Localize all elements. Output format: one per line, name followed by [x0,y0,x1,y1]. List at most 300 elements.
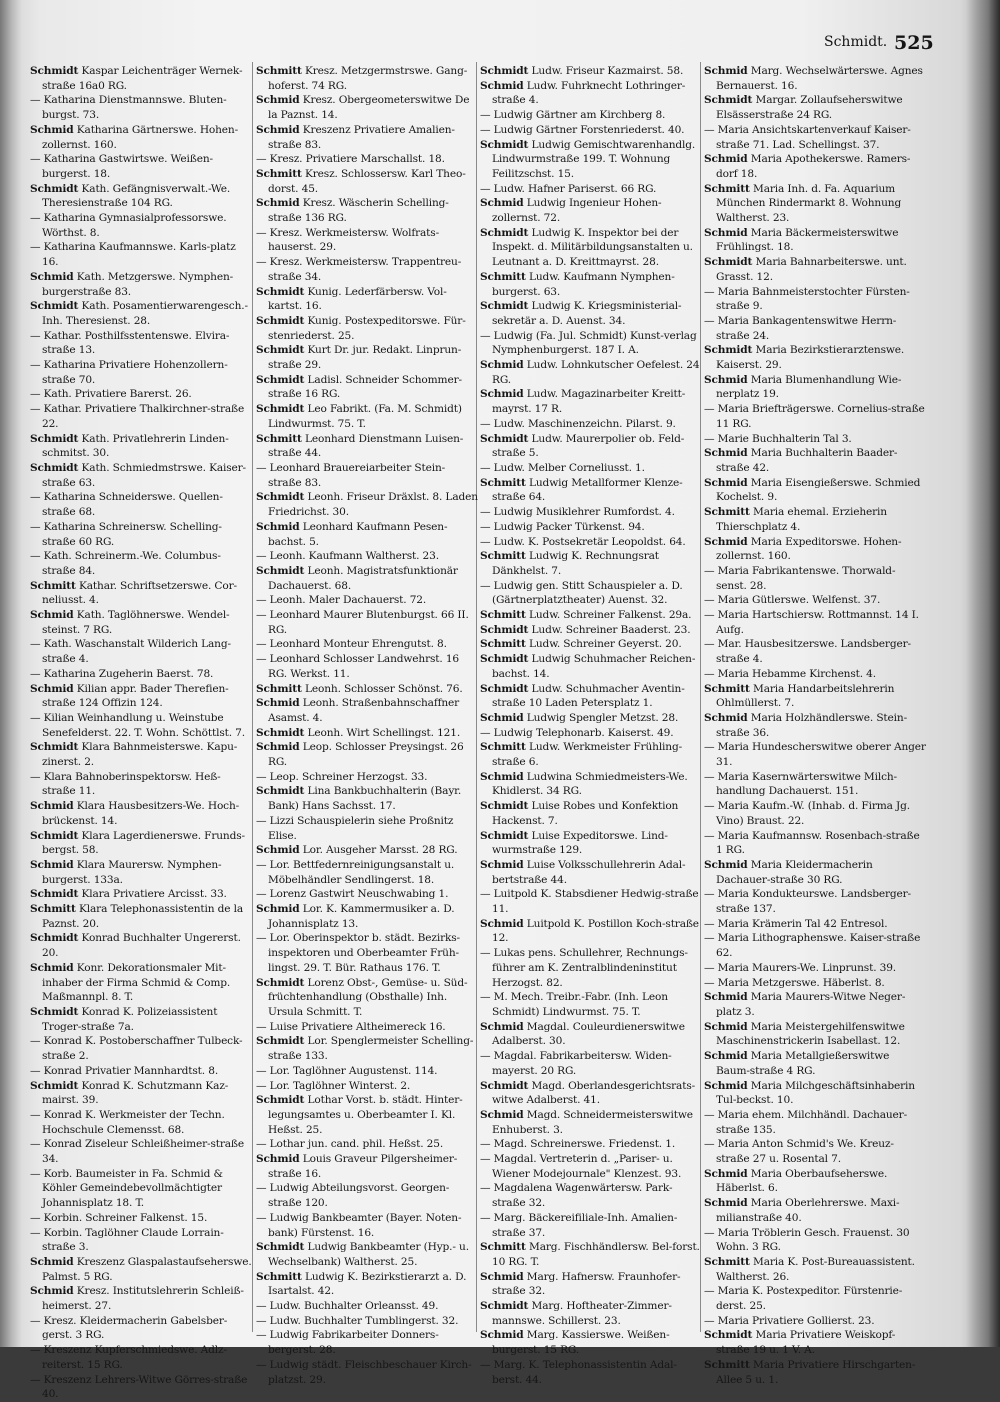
directory-entry [704,637,926,666]
directory-entry [480,799,702,828]
directory-entry [256,843,478,858]
entry-surname: Schmid [480,1270,524,1283]
directory-entry [704,990,926,1019]
entry-text: — Leop. Schreiner Herzogst. 33. [256,770,428,783]
directory-entry [704,1137,926,1166]
directory-entry [704,1284,926,1313]
column-3 [480,64,702,1386]
directory-entry [704,829,926,858]
entry-text: Maria Inh. d. Fa. Aquarium München Rindermarkt 8. Wohnung Waltherst. 23. [716,182,902,225]
directory-entry [480,79,702,108]
entry-text: Kilian appr. Bader Therefien-straße 124 Offizin 124. [42,682,229,710]
entry-text: — Ludwig Packer Türkenst. 94. [480,520,645,533]
directory-entry [256,1079,478,1094]
entry-surname: Schmidt [704,1329,753,1342]
directory-entry [256,593,478,608]
running-head [806,32,966,56]
entry-text: Margar. Zollaufseherswitwe Elsässerstraße 24 RG. [716,94,903,122]
entry-text: — Katharina Zugeherin Baerst. 78. [30,667,214,680]
entry-surname: Schmid [704,373,748,386]
directory-entry [480,123,702,138]
entry-text: Ludw. Schreiner Falkenst. 29a. [525,609,692,622]
entry-text: Luise Volksschullehrerin Adal-bertstraße 44. [492,858,686,886]
directory-entry [704,64,926,93]
entry-text: Maria ehemal. Erzieherin Thierschplatz 4. [716,506,887,533]
directory-entry [30,329,252,358]
directory-entry [704,476,926,505]
entry-surname: Schmid [256,741,300,754]
entry-text: — Maria Anton Schmid's We. Kreuz-straße 27 u. Rosental 7. [704,1138,894,1166]
directory-entry [30,182,252,211]
entry-text: — Korb. Baumeister in Fa. Schmid & Köhler Gemeindebevollmächtigter Johannisplatz 18. T. [30,1167,223,1210]
entry-text: Maria Buchhalterin Baader-straße 42. [716,447,898,474]
directory-entry [480,1270,702,1299]
directory-entry [30,711,252,740]
directory-entry [30,858,252,887]
entry-text: Ludwig Spengler Metzst. 28. [523,711,679,724]
entry-text: Maria Privatiere Hirschgarten-Allee 5 u. 1. [716,1358,916,1386]
entry-surname: Schmid [256,197,300,210]
directory-entry [480,1108,702,1137]
entry-surname: Schmid [256,1153,300,1166]
entry-text: — Lizzi Schauspielerin siehe Proßnitz Elise. [256,814,454,842]
directory-entry [30,490,252,519]
directory-entry [30,579,252,608]
entry-text: Maria Meistergehilfenswitwe Maschinenstrickerin Isabellast. 12. [716,1020,905,1048]
entry-text: — Leonh. Maler Dachauerst. 72. [256,594,427,607]
directory-entry [30,64,252,93]
entry-text: — Kath. Privatiere Barerst. 26. [30,388,192,401]
directory-entry [480,887,702,916]
entry-surname: Schmid [704,65,748,77]
entry-surname: Schmitt [704,506,750,519]
entry-text: — Maria Bankagentenswitwe Herrn-straße 24. [704,314,897,342]
entry-text: — Marg. K. Telephonassistentin Adal-berst. 44. [480,1358,677,1386]
entry-text: Marg. Wechselwärterswe. Agnes Bernauerst. 16. [716,65,923,92]
entry-text: Konr. Dekorationsmaler Mit-inhaber der Firma Schmid & Comp. Maßmannpl. 8. T. [42,961,231,1004]
directory-entry [30,1226,252,1255]
directory-entry [256,1181,478,1210]
directory-entry [256,373,478,402]
directory-entry [30,520,252,549]
entry-surname: Schmid [256,903,300,916]
directory-entry [256,1064,478,1079]
entry-text: — Ludwig Bankbeamter (Bayer. Noten-bank) Fürstenst. 16. [256,1211,462,1239]
directory-entry [480,329,702,358]
directory-entry [256,1211,478,1240]
directory-entry [256,652,478,681]
directory-entry [704,1226,926,1255]
directory-entry [256,167,478,196]
directory-entry [480,1152,702,1181]
entry-surname: Schmitt [480,476,526,489]
entry-surname: Schmitt [704,1255,750,1268]
entry-text: — Ludwig Musiklehrer Rumfordst. 4. [480,506,675,519]
directory-entry [30,902,252,931]
directory-entry [704,1255,926,1284]
entry-surname: Schmitt [480,270,526,283]
directory-entry [30,1108,252,1137]
directory-entry [704,667,926,682]
entry-surname: Schmid [480,711,524,724]
entry-text: Leonh. Schlosser Schönst. 76. [301,682,463,695]
entry-text: Klara Telephonassistentin de la Paznst. 20. [42,903,244,930]
directory-entry [30,682,252,711]
directory-entry [480,226,702,270]
directory-entry [30,240,252,269]
entry-surname: Schmidt [256,564,305,577]
entry-text: — Konrad K. Postoberschaffner Tulbeck-straße 2. [30,1035,243,1063]
entry-surname: Schmidt [256,976,305,989]
entry-surname: Schmitt [480,609,526,622]
directory-entry [256,976,478,1020]
directory-entry [704,608,926,637]
entry-text: Kresz. Wäscherin Schelling-straße 136 RG. [268,197,449,225]
entry-text: — Leonhard Brauereiarbeiter Stein-straße 83. [256,461,446,489]
entry-text: Maria Handarbeitslehrerin Ohlmüllerst. 7. [716,682,895,710]
entry-text: — Ludwig gen. Stitt Schauspieler a. D. (Gärtnerplatztheater) Auenst. 32. [480,579,683,607]
entry-text: — Luitpold K. Stabsdiener Hedwig-straße 11. [480,888,699,916]
entry-surname: Schmidt [256,726,305,739]
entry-text: Maria Bezirkstierarztenswe. Kaiserst. 29. [716,344,905,372]
directory-entry [704,1049,926,1078]
directory-entry [256,682,478,697]
entry-text: Klara Lagerdienerswe. Frunds-bergst. 58. [42,829,245,857]
directory-entry [704,226,926,255]
directory-entry [480,579,702,608]
entry-text: — Magdal. Vertreterin d. „Pariser- u. Wiener Modejournale" Klenzest. 93. [480,1153,682,1180]
entry-surname: Schmidt [256,373,305,386]
entry-text: — Lor. Oberinspektor b. städt. Bezirks-inspektoren und Oberbeamter Früh-lingst. 29. T. Bür. Rathaus 176. T. [256,932,460,974]
entry-text: Lina Bankbuchhalterin (Bayr. Bank) Hans Sachsst. 17. [268,785,462,813]
entry-surname: Schmidt [480,829,529,842]
directory-entry [30,1005,252,1034]
entry-text: Luitpold K. Postillon Koch-straße 12. [492,917,699,945]
directory-entry [704,1196,926,1225]
directory-entry [30,1314,252,1343]
entry-text: — Leonhard Maurer Blutenburgst. 66 II. RG. [256,609,469,636]
directory-entry [256,564,478,593]
directory-entry [256,1137,478,1152]
directory-entry [704,770,926,799]
directory-entry [30,123,252,152]
entry-text: Maria Oberlehrerswe. Maxi-milianstraße 40. [716,1197,900,1224]
directory-entry [30,93,252,122]
entry-text: Maria Privatiere Weiskopf-straße 19 u. 1 V. A. [716,1329,896,1357]
directory-entry [480,108,702,123]
directory-entry [30,402,252,431]
entry-text: — Marg. Bäckereifiliale-Inh. Amalien-straße 37. [480,1211,678,1239]
entry-text: — Konrad Privatier Mannhardtst. 8. [30,1064,219,1077]
directory-entry [704,917,926,932]
directory-entry [30,931,252,960]
entry-surname: Schmitt [480,1241,526,1254]
directory-entry [704,931,926,960]
entry-text: — Leonh. Kaufmann Waltherst. 23. [256,550,439,563]
entry-surname: Schmid [704,476,748,489]
directory-entry [480,1181,702,1210]
entry-surname: Schmitt [256,1270,302,1283]
entry-surname: Schmid [30,858,74,871]
entry-text: — Maria Briefträgerswe. Cornelius-straße 11 RG. [704,403,925,430]
directory-entry [480,637,702,652]
entry-text: Maria Apothekerswe. Ramers-dorf 18. [716,153,911,180]
directory-entry [30,608,252,637]
directory-entry [30,1373,252,1402]
directory-entry [30,1284,252,1313]
directory-entry [704,976,926,991]
directory-entry [480,623,702,638]
entry-text: — Korbin. Taglöhner Claude Lorrain-straße 3. [30,1226,224,1254]
directory-entry [704,314,926,343]
entry-surname: Schmidt [30,1006,79,1018]
entry-text: Klara Bahnmeisterswe. Kapu-zinerst. 2. [42,741,238,769]
directory-entry [30,432,252,461]
entry-text: — Katharina Privatiere Hohenzollern-straße 70. [30,359,228,386]
directory-entry [30,549,252,578]
entry-text: Kathar. Schriftsetzerswe. Cor-neliusst. 4. [42,579,237,607]
directory-entry [256,123,478,152]
directory-entry [256,902,478,931]
directory-entry [480,520,702,535]
column-4 [704,64,926,1386]
entry-surname: Schmitt [256,65,302,77]
entry-text: Kresz. Metzgermstrswe. Gang-hoferst. 74 RG. [268,65,468,92]
entry-surname: Schmidt [30,182,79,195]
directory-entry [256,1093,478,1137]
entry-surname: Schmidt [30,932,79,945]
entry-text: Leonh. Friseur Dräxlst. 8. Laden Friedrichst. 30. [268,491,478,519]
directory-entry [256,314,478,343]
entry-surname: Schmidt [480,1300,529,1313]
entry-text: — Ludw. Melber Corneliusst. 1. [480,461,645,474]
page-number: 525 [894,32,934,54]
entry-text: — Ludw. K. Postsekretär Leopoldst. 64. [480,535,686,548]
entry-text: Ludw. Schreiner Geyerst. 20. [525,638,682,651]
directory-entry [704,961,926,976]
entry-surname: Schmid [30,1285,74,1298]
directory-entry [480,138,702,182]
entry-text: Ludwig Ingenieur Hohen-zollernst. 72. [492,197,662,225]
entry-text: Konrad K. Schutzmann Kaz-mairst. 39. [42,1079,229,1107]
directory-entry [480,1211,702,1240]
entry-text: Marg. Kassierswe. Weißen-burgerst. 15 RG. [492,1329,670,1357]
directory-entry [480,270,702,299]
directory-entry [480,711,702,726]
directory-entry [480,652,702,681]
directory-entry [256,608,478,637]
entry-text: Kath. Schmiedmstrswe. Kaiser-straße 63. [42,461,246,489]
column-divider [252,62,253,1332]
directory-entry [704,1079,926,1108]
directory-entry [30,1211,252,1226]
directory-entry [256,226,478,255]
entry-surname: Schmid [256,520,300,533]
entry-text: Kreszenz Privatiere Amalien-straße 83. [268,123,455,151]
entry-text: — Kreszenz Lehrers-Witwe Görres-straße 40. [30,1373,248,1401]
entry-text: Ludwig Schuhmacher Reichen-bachst. 14. [492,653,696,680]
directory-entry [480,299,702,328]
directory-entry [480,417,702,432]
entry-surname: Schmid [30,1255,74,1268]
entry-text: — Luise Privatiere Altheimereck 16. [256,1020,446,1033]
entry-surname: Schmid [704,1167,748,1180]
entry-text: — Maria Maurers-We. Linprunst. 39. [704,961,897,974]
entry-text: Ludw. Schreiner Baaderst. 23. [528,623,691,636]
entry-text: Ludwig Bankbeamter (Hyp.- u. Wechselbank) Waltherst. 25. [268,1241,469,1268]
directory-entry [480,829,702,858]
directory-entry [480,196,702,225]
entry-surname: Schmidt [30,829,79,842]
entry-text: — Maria Bahnmeisterstochter Fürsten-straße 9. [704,285,910,313]
entry-text: Maria Milchgeschäftsinhaberin Tul-beckst. 10. [716,1079,915,1107]
entry-text: — Maria Kondukteurswe. Landsberger-straße 137. [704,888,911,916]
entry-surname: Schmidt [30,741,79,754]
entry-text: — Maria Fabrikantenswe. Thorwald-senst. 28. [704,564,896,592]
entry-text: Maria Metallgießerswitwe Baum-straße 4 RG. [716,1050,890,1077]
entry-text: — Katharina Dienstmannswe. Bluten-burgst. 73. [30,94,227,122]
directory-entry [30,637,252,666]
entry-surname: Schmidt [480,226,529,239]
entry-text: — Korbin. Schreiner Falkenst. 15. [30,1211,208,1224]
entry-text: Lothar Vorst. b. städt. Hinter-legungsamtes u. Oberbeamter I. Kl. Heßst. 25. [268,1094,463,1136]
directory-entry [30,1137,252,1166]
entry-surname: Schmidt [480,623,529,636]
directory-entry [480,1137,702,1152]
entry-text: — Kath. Schreinerm.-We. Columbus-straße 84. [30,550,221,577]
directory-entry [30,211,252,240]
directory-entry [480,64,702,79]
entry-surname: Schmid [704,447,748,460]
column-1 [30,64,252,1401]
directory-entry [256,1314,478,1329]
entry-surname: Schmid [704,1079,748,1092]
entry-surname: Schmid [704,991,748,1004]
entry-surname: Schmidt [704,256,753,269]
entry-text: — Ludw. Hafner Pariserst. 66 RG. [480,182,657,195]
entry-text: — Ludw. Buchhalter Tumblingerst. 32. [256,1314,459,1327]
entry-text: Kresz. Institutslehrerin Schleiß-heimerst. 27. [42,1285,244,1313]
entry-text: Maria Kleidermacherin Dachauer-straße 30 RG. [716,858,873,886]
directory-entry [256,432,478,461]
entry-text: — Maria Ansichtskartenverkauf Kaiser-straße 71. Lad. Schellingst. 37. [704,123,911,151]
entry-text: — Maria Hartschiersw. Rottmannst. 14 I. Aufg. [704,609,919,636]
entry-text: — Lor. Bettfedernreinigungsanstalt u. Möbelhändler Sendlingerst. 18. [256,858,455,886]
entry-surname: Schmid [480,359,524,372]
directory-entry [704,858,926,887]
directory-entry [30,358,252,387]
entry-text: — Maria K. Postexpeditor. Fürstenrie-derst. 25. [704,1285,903,1313]
directory-entry [704,255,926,284]
entry-surname: Schmid [704,1050,748,1063]
entry-text: — Maria Gütlerswe. Welfenst. 37. [704,594,881,607]
entry-text: Kresz. Obergeometerswitwe De la Paznst. 14. [268,94,470,122]
entry-text: Ludw. Kaufmann Nymphen-burgerst. 63. [492,270,675,298]
directory-entry [480,1328,702,1357]
entry-text: — Kathar. Privatiere Thalkirchner-straße 22. [30,403,245,430]
entry-text: Lor. Spenglermeister Schelling-straße 133. [268,1035,474,1063]
entry-surname: Schmid [704,858,748,871]
entry-text: Katharina Gärtnerswe. Hohen-zollernst. 160. [42,123,239,151]
entry-surname: Schmid [480,388,524,401]
entry-text: — Mar. Hausbesitzerswe. Landsberger-straße 4. [704,638,911,666]
entry-surname: Schmidt [480,682,529,695]
entry-surname: Schmitt [704,682,750,695]
directory-entry [256,696,478,725]
entry-surname: Schmid [256,697,300,710]
entry-text: — Ludwig Gärtner am Kirchberg 8. [480,109,666,122]
column-2 [256,64,478,1386]
directory-entry [30,270,252,299]
entry-text: — Maria Lithographenswe. Kaiser-straße 62. [704,932,921,960]
directory-entry [480,608,702,623]
directory-entry [256,814,478,843]
entry-text: Luise Robes und Konfektion Hackenst. 7. [492,800,679,827]
entry-text: — Maria Kaufmannsw. Rosenbach-straße 1 RG. [704,829,920,857]
directory-entry [704,887,926,916]
entry-surname: Schmitt [704,182,750,195]
directory-entry [256,93,478,122]
entry-surname: Schmidt [30,432,79,445]
directory-entry [30,667,252,682]
entry-text: Lor. Ausgeher Marsst. 28 RG. [299,844,458,857]
directory-entry [30,961,252,1005]
entry-surname: Schmidt [256,1241,305,1254]
entry-text: Maria Blumenhandlung Wie-nerplatz 19. [716,373,902,401]
entry-text: — Maria Krämerin Tal 42 Entresol. [704,917,888,930]
directory-entry [30,829,252,858]
entry-text: Lorenz Obst-, Gemüse- u. Süd-früchtenhandlung (Obsthalle) Inh. Ursula Schmitt. T. [268,976,468,1018]
entry-text: Leonh. Magistratsfunktionär Dachauerst. 68. [268,564,458,592]
entry-text: Maria Eisengießerswe. Schmied Kochelst. 9. [716,476,921,504]
entry-surname: Schmidt [704,94,753,107]
directory-entry [704,505,926,534]
entry-text: Marg. Fischhändlersw. Bel-forst. 10 RG. T. [492,1241,700,1268]
directory-entry [256,490,478,519]
entry-text: — Klara Bahnoberinspektorsw. Heß-straße 11. [30,770,221,798]
directory-entry [480,535,702,550]
directory-entry [480,858,702,887]
directory-entry [480,432,702,461]
directory-entry [256,152,478,167]
entry-text: — Maria Hundescherswitwe oberer Anger 31. [704,741,926,769]
entry-surname: Schmid [480,79,524,92]
entry-surname: Schmid [480,858,524,871]
directory-entry [480,770,702,799]
entry-surname: Schmitt [30,579,76,592]
entry-text: Kreszenz Glaspalastaufseherswe. Palmst. 5 RG. [42,1255,252,1283]
entry-text: Ludwina Schmiedmeisters-We. Khidlerst. 34 RG. [492,770,688,798]
entry-surname: Schmidt [256,285,305,298]
entry-text: Kurt Dr. jur. Redakt. Linprun-straße 29. [268,344,462,372]
directory-entry [30,740,252,769]
directory-entry [704,1314,926,1329]
entry-text: — Kresz. Privatiere Marschallst. 18. [256,153,445,166]
directory-entry [704,152,926,181]
entry-surname: Schmid [480,917,524,930]
entry-text: — Magdalena Wagenwärtersw. Park-straße 32. [480,1182,673,1210]
entry-text: — Maria ehem. Milchhändl. Dachauer-straße 135. [704,1108,908,1136]
binding-gutter [0,0,22,1347]
entry-surname: Schmid [704,1020,748,1033]
directory-entry [256,858,478,887]
directory-entry [480,917,702,946]
entry-text: — Ludwig städt. Fleischbeschauer Kirch-platzst. 29. [256,1358,472,1386]
directory-entry [704,432,926,447]
entry-text: — Maria Privatiere Gollierst. 23. [704,1314,875,1327]
entry-text: — Ludwig (Fa. Jul. Schmidt) Kunst-verlag Nymphenburgerst. 187 I. A. [480,329,697,357]
entry-text: — Leonhard Monteur Ehrengutst. 8. [256,638,447,651]
